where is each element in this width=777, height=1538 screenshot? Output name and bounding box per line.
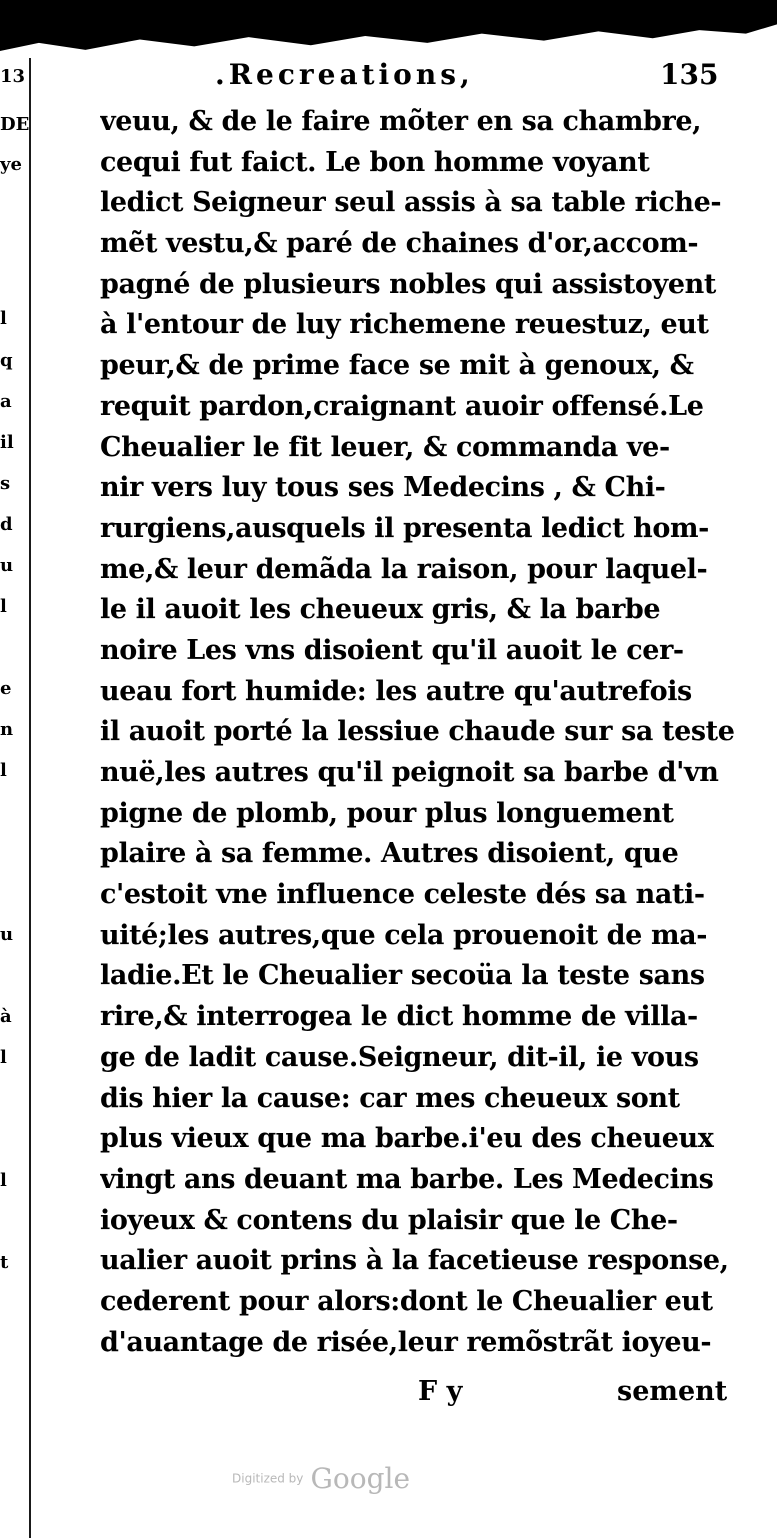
text-line: nir vers luy tous ses Medecins , & Chi- — [100, 472, 666, 504]
digitization-watermark — [232, 1462, 410, 1495]
text-line: vingt ans deuant ma barbe. Les Medecins — [100, 1163, 714, 1195]
gutter-mark: u — [0, 924, 14, 945]
text-line: me,& leur demãda la raison, pour laquel- — [100, 553, 708, 585]
text-line: ueau fort humide: les autre qu'autrefois — [100, 675, 692, 707]
signature-mark: F y — [418, 1376, 463, 1407]
gutter-mark: l — [0, 308, 7, 329]
body-text — [100, 102, 740, 1363]
text-line: ledict Seigneur seul assis à sa table riche- — [100, 187, 722, 219]
text-line: mẽt vestu,& paré de chaines d'or,accom- — [100, 228, 699, 260]
text-line: pagné de plusieurs nobles qui assistoyent — [100, 268, 716, 300]
text-line: dis hier la cause: car mes cheueux sont — [100, 1082, 680, 1114]
text-line: pigne de plomb, pour plus longuement — [100, 797, 674, 829]
page-number: 135 — [660, 58, 719, 91]
gutter-mark: l — [0, 596, 7, 617]
gutter-mark: t — [0, 1252, 9, 1273]
text-line: à l'entour de luy richemene reuestuz, eut — [100, 309, 709, 341]
gutter-mark: DE — [0, 114, 30, 135]
gutter-mark: il — [0, 432, 14, 453]
text-line: plus vieux que ma barbe.i'eu des cheueux — [100, 1123, 714, 1155]
page-top-edge — [0, 0, 777, 58]
text-line: ioyeux & contens du plaisir que le Che- — [100, 1204, 678, 1236]
text-line: Cheualier le fit leuer, & commanda ve- — [100, 431, 670, 463]
gutter-mark: l — [0, 1170, 7, 1191]
gutter-mark: l — [0, 760, 7, 781]
text-line: cederent pour alors:dont le Cheualier eut — [100, 1285, 713, 1317]
gutter-mark: q — [0, 350, 13, 371]
text-line: cequi fut faict. Le bon homme voyant — [100, 146, 650, 178]
text-line: rire,& interrogea le dict homme de villa- — [100, 1001, 698, 1033]
text-line: il auoit porté la lessiue chaude sur sa teste — [100, 716, 735, 748]
text-line: rurgiens,ausquels il presenta ledict hom- — [100, 512, 709, 544]
gutter-mark: l — [0, 1047, 7, 1068]
text-line: peur,& de prime face se mit à genoux, & — [100, 350, 694, 382]
watermark-brand: Google — [310, 1462, 411, 1495]
text-line: c'estoit vne influence celeste dés sa nati- — [100, 879, 705, 911]
catchword: sement — [617, 1376, 728, 1407]
gutter-mark: d — [0, 514, 13, 535]
text-line: ge de ladit cause.Seigneur, dit-il, ie vous — [100, 1041, 699, 1073]
gutter-mark: s — [0, 473, 11, 494]
gutter-mark: e — [0, 678, 12, 699]
text-line: plaire à sa femme. Autres disoient, que — [100, 838, 679, 870]
gutter-mark: ye — [0, 154, 22, 175]
gutter-mark: a — [0, 391, 12, 412]
gutter-mark: à — [0, 1006, 12, 1027]
gutter-mark: 13 — [0, 66, 26, 87]
text-line: ladie.Et le Cheualier secoüa la teste sans — [100, 960, 705, 992]
text-line: le il auoit les cheueux gris, & la barbe — [100, 594, 661, 626]
text-line: ualier auoit prins à la facetieuse response, — [100, 1245, 729, 1277]
gutter-mark: n — [0, 719, 14, 740]
gutter-mark: u — [0, 555, 14, 576]
gutter-shadow-line — [29, 58, 31, 1538]
watermark-prefix: Digitized by — [232, 1471, 304, 1486]
running-head: .Recreations, — [215, 58, 474, 91]
binding-gutter — [0, 58, 30, 1538]
text-line: requit pardon,craignant auoir offensé.Le — [100, 390, 704, 422]
text-line: nuë,les autres qu'il peignoit sa barbe d'vn — [100, 757, 719, 788]
text-line: d'auantage de risée,leur remõstrãt ioyeu- — [100, 1326, 712, 1358]
text-line: veuu, & de le faire mõter en sa chambre, — [100, 106, 702, 137]
text-line: noire Les vns disoient qu'il auoit le cer- — [100, 634, 684, 666]
text-line: uité;les autres,que cela prouenoit de ma- — [100, 919, 708, 951]
